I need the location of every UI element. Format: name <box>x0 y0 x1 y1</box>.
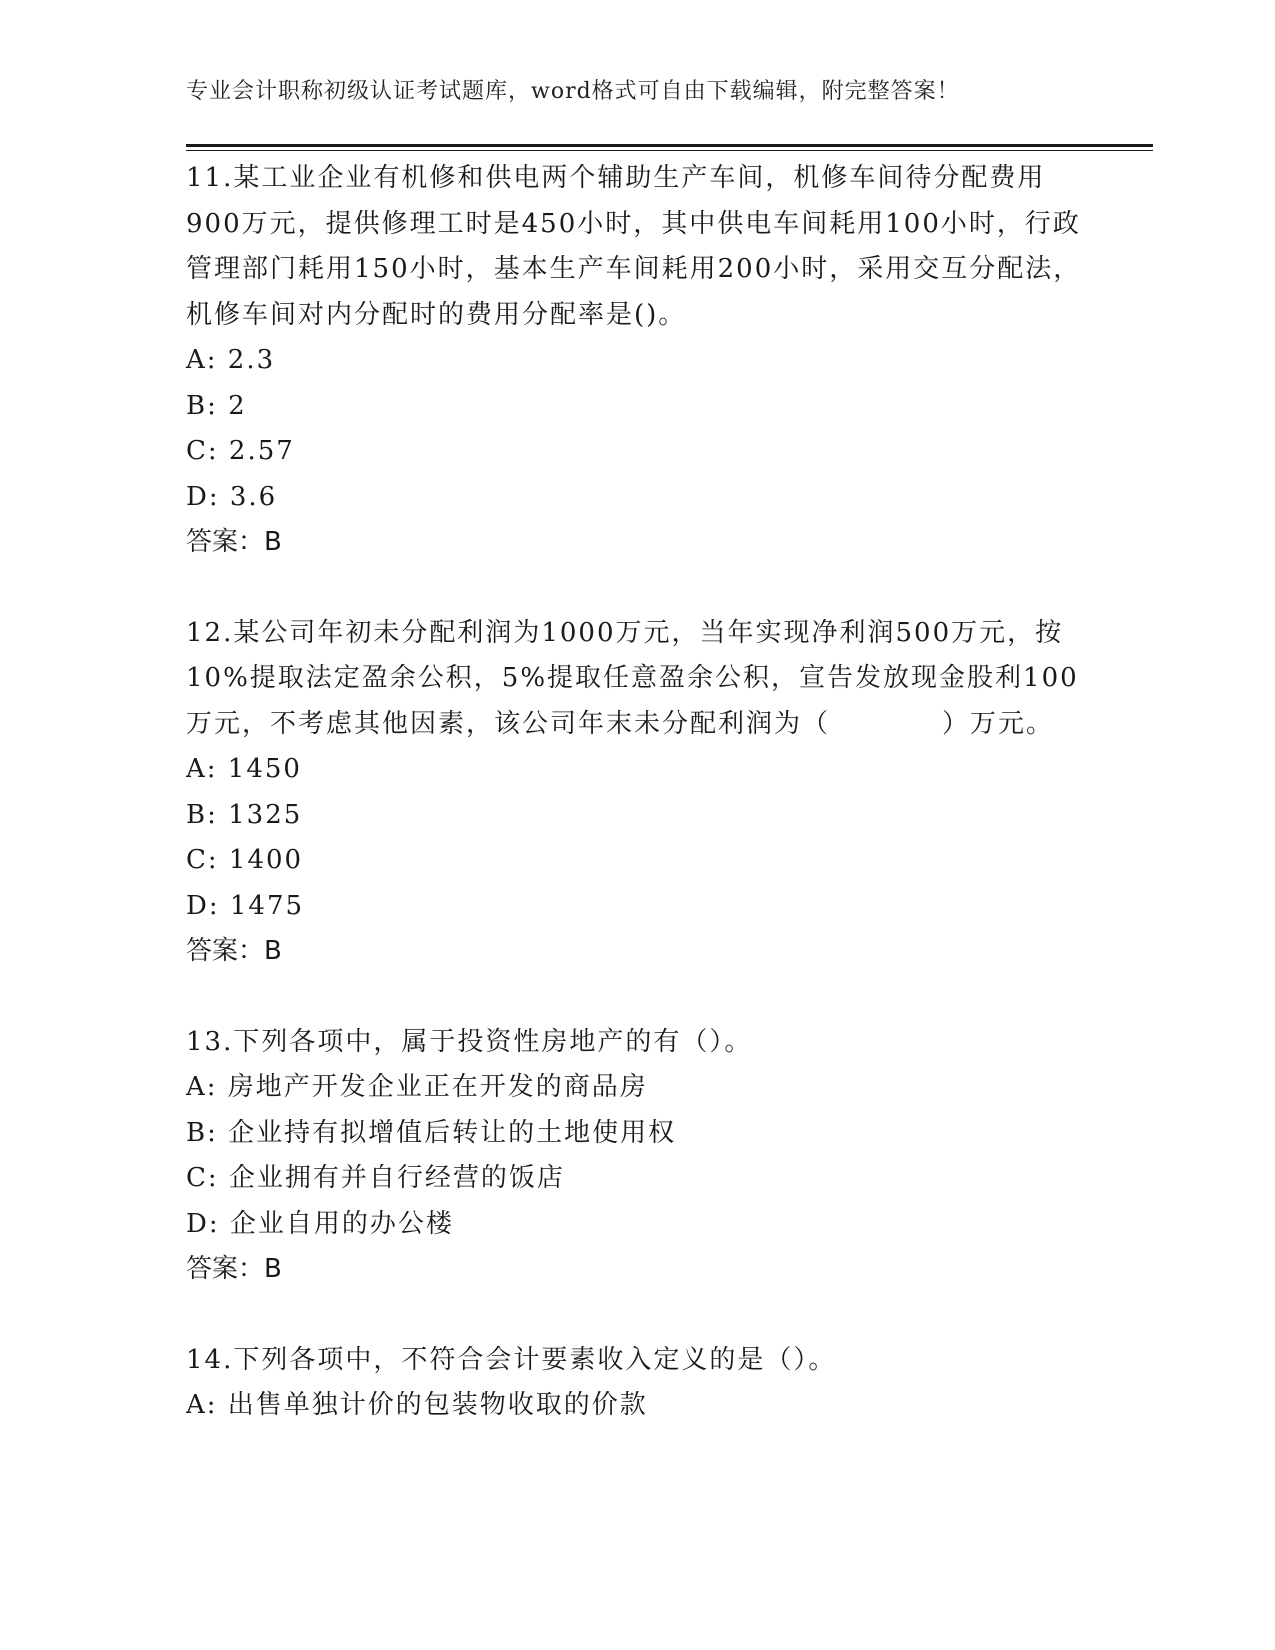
option-c: C: 企业拥有并自行经营的饭店 <box>186 1163 565 1193</box>
question-spacer <box>186 975 1086 1020</box>
option-d: D: 3.6 <box>186 481 278 512</box>
option-a: A: 出售单独计价的包装物收取的价款 <box>186 1390 648 1420</box>
question-spacer <box>186 1293 1086 1338</box>
question-stem: 13.下列各项中，属于投资性房地产的有（）。 <box>186 1026 753 1057</box>
answer-line: 答案：B <box>186 1254 282 1284</box>
answer-line: 答案：B <box>186 527 282 557</box>
question-stem: 11.某工业企业有机修和供电两个辅助生产车间，机修车间待分配费用900万元，提供修理工时是450小时，其中供电车间耗用100小时，行政管理部门耗用150小时，基本生产车间耗用200小时，采用交互分配法，机修车间对内分配时的费用分配率是()。 <box>186 163 1082 330</box>
question-list <box>186 156 1086 1429</box>
question-stem: 14.下列各项中，不符合会计要素收入定义的是（）。 <box>186 1344 837 1375</box>
option-d: D: 1475 <box>186 890 305 921</box>
option-c: C: 2.57 <box>186 436 295 466</box>
option-c: C: 1400 <box>186 845 304 875</box>
option-b: B: 2 <box>186 390 247 421</box>
option-a: A: 房地产开发企业正在开发的商品房 <box>186 1072 648 1102</box>
question-12 <box>186 611 1086 975</box>
question-11 <box>186 156 1086 566</box>
option-a: A: 1450 <box>186 754 302 784</box>
option-b: B: 1325 <box>186 799 303 830</box>
question-stem: 12.某公司年初未分配利润为1000万元，当年实现净利润500万元，按10%提取法定盈余公积，5%提取任意盈余公积，宣告发放现金股利100万元，不考虑其他因素，该公司年末未分配利润为（ ）万元。 <box>186 617 1079 739</box>
question-spacer <box>186 566 1086 611</box>
header-rule-thick <box>186 144 1153 147</box>
option-b: B: 企业持有拟增值后转让的土地使用权 <box>186 1117 677 1148</box>
option-d: D: 企业自用的办公楼 <box>186 1208 454 1239</box>
question-14 <box>186 1338 1086 1429</box>
option-a: A: 2.3 <box>186 345 276 375</box>
answer-line: 答案：B <box>186 936 282 966</box>
header-rule-thin <box>186 150 1153 151</box>
question-13 <box>186 1020 1086 1293</box>
page-header: 专业会计职称初级认证考试题库，word格式可自由下载编辑，附完整答案！ <box>186 79 960 104</box>
